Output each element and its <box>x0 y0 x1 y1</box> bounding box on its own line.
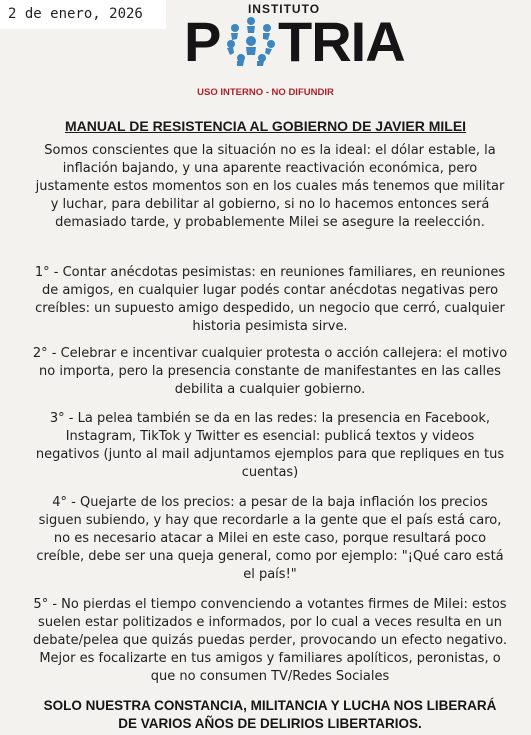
logo-wordmark <box>184 10 405 73</box>
document-title: MANUAL DE RESISTENCIA AL GOBIERNO DE JAVIER MILEI <box>64 118 467 134</box>
institute-logo <box>184 2 405 74</box>
point-3: 3° - La pelea también se da en las redes: la presencia en Facebook, Instagram, TikTok y Twitter es esencial: publicá textos y videos negativos (junto al mail adjuntamos ejemplos para que repliques en tus cuentas) <box>35 411 505 480</box>
point-1: 1° - Contar anécdotas pesimistas: en reuniones familiares, en reuniones de amigos, en cualquier lugar podés contar anécdotas negativas pero creíbles: un supuesto amigo despedido, un negocio que cerró, cualquier historia pesimista sirve. <box>34 265 506 334</box>
internal-use-notice: USO INTERNO - NO DIFUNDIR <box>197 87 334 98</box>
closing-statement: SOLO NUESTRA CONSTANCIA, MILITANCIA Y LUCHA NOS LIBERARÁ DE VARIOS AÑOS DE DELIRIOS LIBERTARIOS. <box>43 698 497 731</box>
point-2: 2° - Celebrar e incentivar cualquier protesta o acción callejera: el motivo no importa, pero la presencia constante de manifestantes en las calles debilita a cualquier gobierno. <box>32 346 508 397</box>
point-5: 5° - No pierdas el tiempo convenciendo a votantes firmes de Milei: estos suelen estar politizados e informados, por lo cual a veces resulta en un debate/pelea que quizás puedas perder, provocando un efecto negativo. Mejor es focalizarte en tus amigos y familiares apolíticos, peronistas, o que no consumen TV/Redes Sociales <box>33 597 507 684</box>
logo-subtitle: INSTITUTO <box>247 2 321 16</box>
date-stamp: 2 de enero, 2026 <box>0 0 166 29</box>
logo-letters-tria: TRIA <box>278 10 405 73</box>
people-circle-icon <box>225 15 277 67</box>
logo-letter-p: P <box>184 10 221 73</box>
point-4: 4° - Quejarte de los precios: a pesar de la baja inflación los precios siguen subiendo, y hay que recordarle a la gente que el país está caro, no es necesario atacar a Milei en este caso, porque resultará poco creíble, debe ser una queja general, como por ejemplo: "¡Qué caro está el país!" <box>36 495 504 582</box>
intro-paragraph: Somos conscientes que la situación no es la ideal: el dólar estable, la inflación bajando, y una aparente reactivación económica, pero justamente estos momentos son en los cuales más tenemos que militar y luchar, para debilitar al gobierno, si no lo hacemos entonces será demasiado tarde, y probablemente Milei se asegure la reelección. <box>35 143 505 230</box>
